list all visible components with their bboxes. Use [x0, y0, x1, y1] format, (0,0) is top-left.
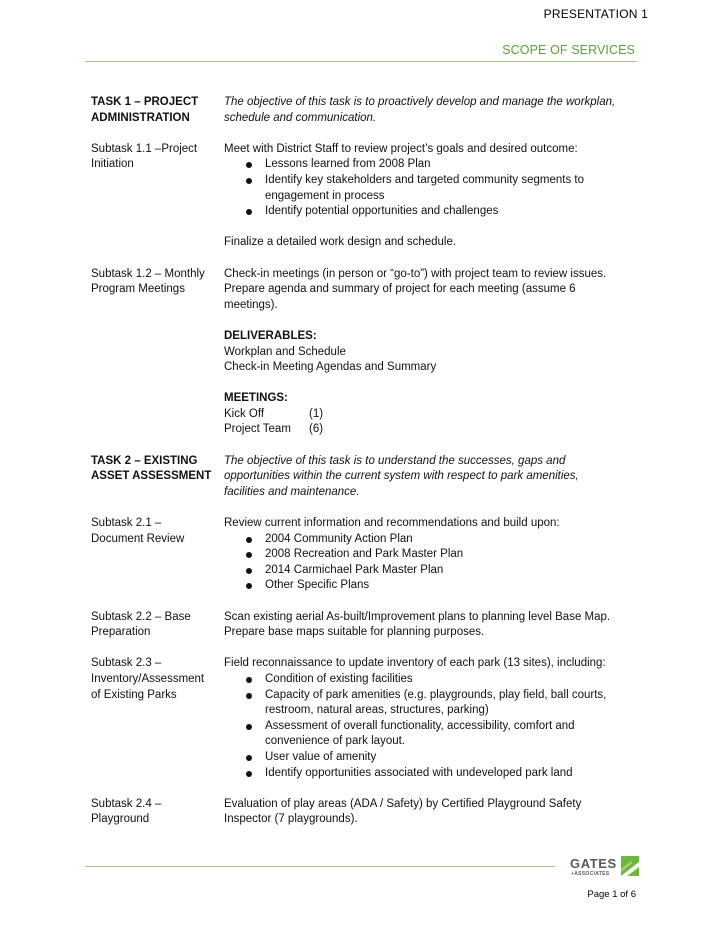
list-item: Capacity of park amenities (e.g. playgrounds, play field, ball courts, restroom, natural areas, structures, parking)	[244, 688, 636, 719]
meetings-heading: MEETINGS:	[224, 392, 288, 405]
subtask-2-2-body: Scan existing aerial As-built/Improvement plans to planning level Base Map. Prepare base maps suitable for planning purposes.	[224, 610, 611, 639]
task2-label: TASK 2 – EXISTING ASSET ASSESSMENT	[91, 454, 212, 483]
section-title: SCOPE OF SERVICES	[502, 43, 635, 57]
subtask-2-3-label: Subtask 2.3 – Inventory/Assessment of Existing Parks	[91, 657, 205, 701]
list-item: Check-in Meeting Agendas and Summary	[224, 361, 437, 374]
list-item: Identify key stakeholders and targeted community segments to engagement in process	[244, 173, 636, 204]
list-item: 2008 Recreation and Park Master Plan	[244, 547, 636, 563]
subtask-2-1	[91, 516, 636, 594]
task1-label: TASK 1 – PROJECT ADMINISTRATION	[91, 96, 199, 124]
page-number: Page 1 of 6	[587, 889, 636, 900]
list-item: User value of amenity	[244, 750, 636, 766]
subtask-2-4-label: Subtask 2.4 – Playground	[91, 797, 162, 826]
gates-leaf-logo-icon	[621, 856, 639, 876]
subtask-2-1-body: Review current information and recommendations and build upon: 2004 Community Action Plan 2008 Recreation and Park Master Plan 2014 Carmichael Park Master Plan Other Specific Plans	[224, 516, 636, 594]
list-item: Identify opportunities associated with undeveloped park land	[244, 766, 636, 782]
subtask-1-1-label: Subtask 1.1 –Project Initiation	[91, 142, 198, 171]
logo-name: GATES	[570, 856, 617, 871]
subtask-2-3	[91, 656, 636, 781]
subtask-1-1	[91, 142, 636, 251]
list-item: 2004 Community Action Plan	[244, 532, 636, 548]
list-item: Workplan and Schedule	[224, 345, 346, 358]
list-item: Identify potential opportunities and challenges	[244, 204, 636, 220]
logo-subtitle: +ASSOCIATES	[571, 871, 610, 877]
subtask-1-1-bullets	[224, 157, 636, 219]
presentation-label: PRESENTATION 1	[543, 7, 648, 21]
list-item: Condition of existing facilities	[244, 672, 636, 688]
deliverables-heading: DELIVERABLES:	[224, 329, 317, 342]
subtask-1-1-closing: Finalize a detailed work design and schedule.	[224, 236, 457, 249]
subtask-1-2-body: Check-in meetings (in person or “go-to”) with project team to review issues. Prepare agenda and summary of project for each meeting (assume 6 meetings). DELIVERABLES: Workplan and Schedule Check-in Meeting Agendas and Summary MEETINGS: Kick Off (1) Project Team (6)	[224, 267, 636, 439]
meeting-row: Kick Off (1)	[224, 407, 324, 420]
meeting-row: Project Team (6)	[224, 423, 324, 436]
task1-objective: The objective of this task is to proactively develop and manage the workplan, schedule and communication.	[224, 96, 616, 124]
list-item: Lessons learned from 2008 Plan	[244, 157, 636, 173]
task2-header	[91, 454, 636, 501]
task1-header	[91, 95, 636, 126]
subtask-2-3-bullets	[224, 672, 636, 781]
subtask-2-2-label: Subtask 2.2 – Base Preparation	[91, 610, 191, 639]
footer-divider	[85, 866, 555, 867]
subtask-2-1-bullets	[224, 532, 636, 594]
header-divider	[85, 61, 637, 62]
list-item: Other Specific Plans	[244, 578, 636, 594]
subtask-2-4-body: Evaluation of play areas (ADA / Safety) by Certified Playground Safety Inspector (7 playgrounds).	[224, 797, 582, 826]
subtask-2-2	[91, 610, 636, 641]
list-item: 2014 Carmichael Park Master Plan	[244, 563, 636, 579]
subtask-2-1-label: Subtask 2.1 – Document Review	[91, 517, 185, 545]
document-body	[91, 95, 636, 828]
task2-objective: The objective of this task is to understand the successes, gaps and opportunities within the current system with respect to park amenities, facilities and maintenance.	[224, 454, 579, 498]
subtask-1-2-label: Subtask 1.2 – Monthly Program Meetings	[91, 267, 205, 296]
gates-logo	[570, 856, 640, 878]
list-item: Assessment of overall functionality, accessibility, comfort and convenience of park layout.	[244, 719, 636, 750]
subtask-2-3-body: Field reconnaissance to update inventory of each park (13 sites), including: Condition of existing facilities Capacity of park amenities (e.g. playgrounds, play field, ball courts, restroom, natural areas, structures, parking) Assessment of overall functionality, accessibility, comfort and convenience of park layout. User value of amenity Identify opportunities associated with undeveloped park land	[224, 656, 636, 781]
subtask-2-4	[91, 797, 636, 828]
subtask-1-2	[91, 267, 636, 439]
subtask-1-1-body: Meet with District Staff to review project’s goals and desired outcome: Lessons learned from 2008 Plan Identify key stakeholders and targeted community segments to engagement in process Identify potential opportunities and challenges Finalize a detailed work design and schedule.	[224, 142, 636, 251]
